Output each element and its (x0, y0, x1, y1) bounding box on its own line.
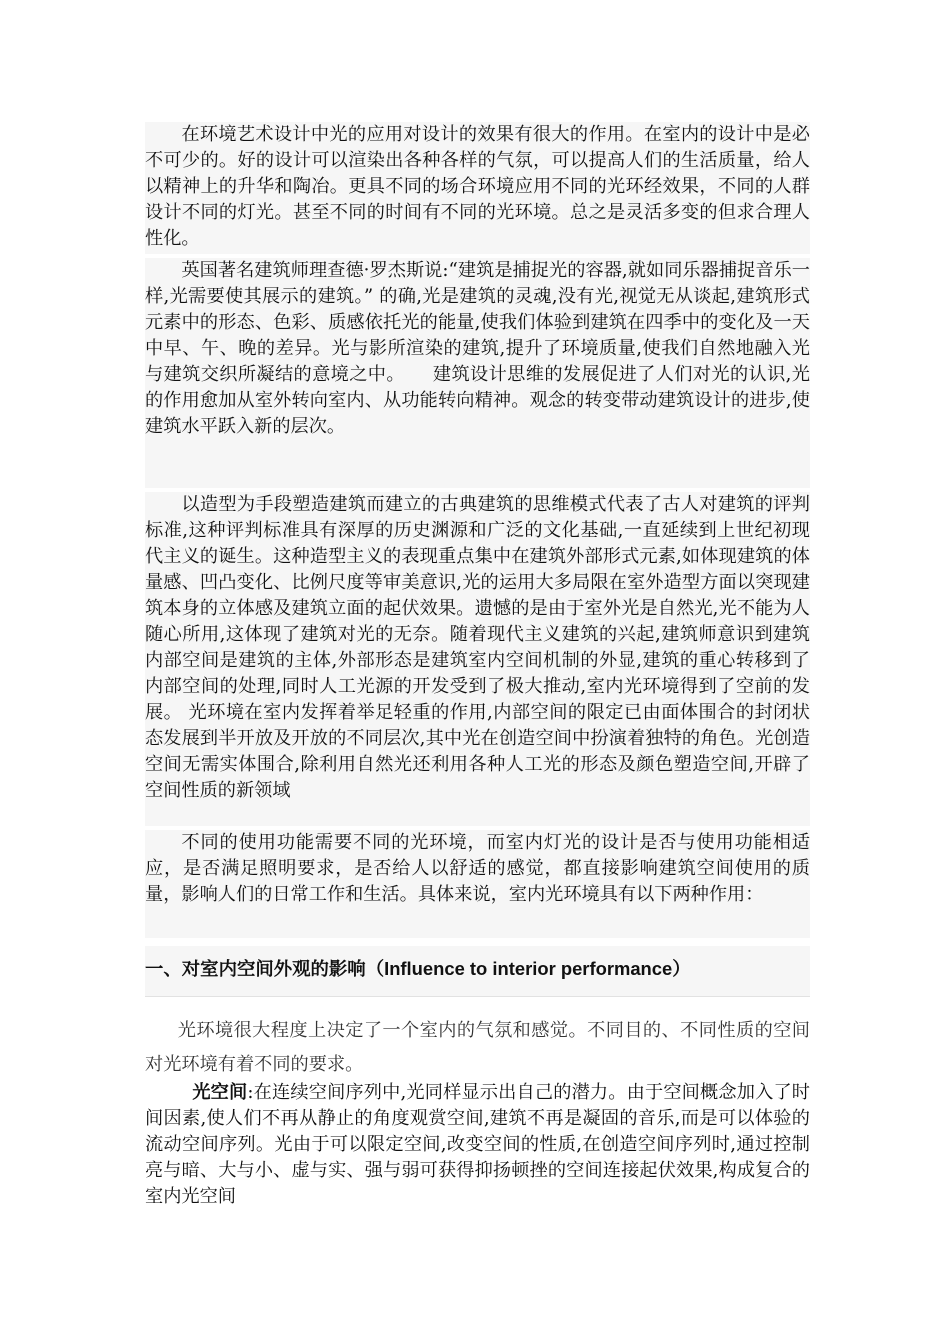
light-space-text: :在连续空间序列中,光同样显示出自己的潜力。由于空间概念加入了时间因素,使人们不再从静止的角度观赏空间,建筑不再是凝固的音乐,而是可以体验的流动空间序列。光由于可以限定空间,改变空间的性质,在创造空间序列时,通过控制亮与暗、大与小、虚与实、强与弱可获得抑扬顿挫的空间连接起伏效果,构成复合的室内光空间 (145, 1082, 810, 1207)
paragraph-functions: 不同的使用功能需要不同的光环境，而室内灯光的设计是否与使用功能相适应，是否满足照明要求，是否给人以舒适的感觉，都直接影响建筑空间使用的质量，影响人们的日常工作和生活。具体来说，室内光环境具有以下两种作用： (145, 832, 810, 905)
paragraph-block-4 (145, 830, 810, 938)
paragraph-block-3 (145, 492, 810, 826)
paragraph-intro: 在环境艺术设计中光的应用对设计的效果有很大的作用。在室内的设计中是必不可少的。好的设计可以渲染出各种各样的气氛，可以提高人们的生活质量，给人以精神上的升华和陶冶。更具不同的场合环境应用不同的光环经效果，不同的人群设计不同的灯光。甚至不同的时间有不同的光环境。总之是灵活多变的但求合理人性化。 (145, 124, 810, 249)
section-heading-block (145, 946, 810, 997)
paragraph-rogers-quote: 英国著名建筑师理查德·罗杰斯说:“建筑是捕捉光的容器,就如同乐器捕捉音乐一样,光需要使其展示的建筑。” 的确,光是建筑的灵魂,没有光,视觉无从谈起,建筑形式元素中的形态、色彩、质感依托光的能量,使我们体验到建筑在四季中的变化及一天中早、午、晚的差异。光与影所渲染的建筑,提升了环境质量,使我们自然地融入光与建筑交织所凝结的意境之中。 建筑设计思维的发展促进了人们对光的认识,光的作用愈加从室外转向室内、从功能转向精神。观念的转变带动建筑设计的进步,使建筑水平跃入新的层次。 (145, 260, 810, 437)
light-space-lead: 光空间 (192, 1082, 248, 1103)
final-paragraph-block (145, 1080, 810, 1210)
paragraph-light-atmosphere: 光环境很大程度上决定了一个室内的气氛和感觉。不同目的、不同性质的空间对光环境有着不同的要求。 (145, 1020, 810, 1075)
paragraph-block-2 (145, 258, 810, 488)
paragraph-light-space (145, 1080, 810, 1210)
section-heading: 一、对室内空间外观的影响（Influence to interior performance） (145, 958, 691, 979)
paragraph-classical-architecture: 以造型为手段塑造建筑而建立的古典建筑的思维模式代表了古人对建筑的评判标准,这种评判标准具有深厚的历史渊源和广泛的文化基础,一直延续到上世纪初现代主义的诞生。这种造型主义的表现重点集中在建筑外部形式元素,如体现建筑的体量感、凹凸变化、比例尺度等审美意识,光的运用大多局限在室外造型方面以突现建筑本身的立体感及建筑立面的起伏效果。遗憾的是由于室外光是自然光,光不能为人随心所用,这体现了建筑对光的无奈。随着现代主义建筑的兴起,建筑师意识到建筑内部空间是建筑的主体,外部形态是建筑室内空间机制的外显,建筑的重心转移到了内部空间的处理,同时人工光源的开发受到了极大推动,室内光环境得到了空前的发展。 光环境在室内发挥着举足轻重的作用,内部空间的限定已由面体围合的封闭状态发展到半开放及开放的不同层次,其中光在创造空间中扮演着独特的角色。光创造空间无需实体围合,除利用自然光还利用各种人工光的形态及颜色塑造空间,开辟了空间性质的新领域 (145, 494, 810, 801)
paragraph-block-1 (145, 122, 810, 254)
section-paragraph-block (145, 1014, 810, 1074)
